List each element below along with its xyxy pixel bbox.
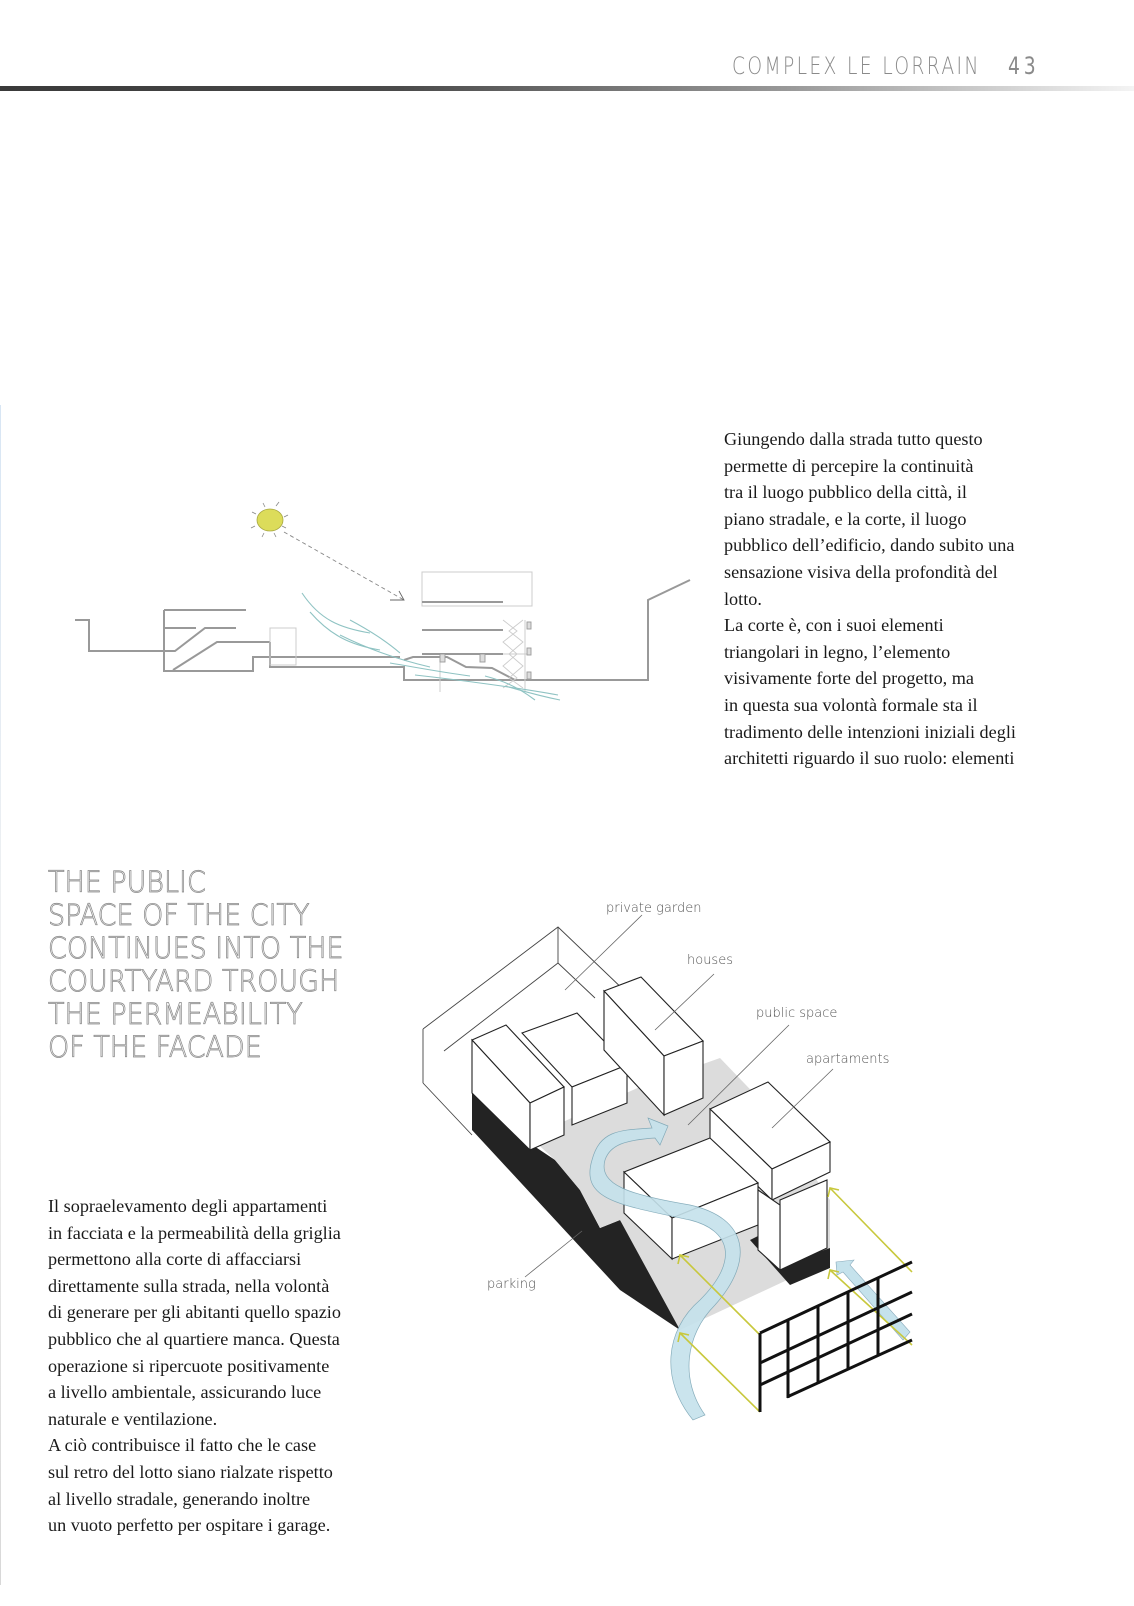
label-private-garden: private garden [606, 901, 702, 916]
text-line: un vuoto perfetto per ospitare i garage. [48, 1515, 331, 1536]
label-parking: parking [487, 1277, 536, 1292]
headline-line: COURTYARD TROUGH [48, 964, 340, 998]
page-number: 43 [1008, 52, 1040, 80]
text-line: lotto. [724, 588, 762, 609]
label-public-space: public space [756, 1006, 838, 1021]
text-line: a livello ambientale, assicurando luce [48, 1382, 322, 1403]
text-line: in facciata e la permeabilità della griglia [48, 1222, 341, 1243]
headline-line: THE PUBLIC [48, 865, 206, 899]
text-line: A ciò contribuisce il fatto che le case [48, 1435, 317, 1456]
text-line: di generare per gli abitanti quello spazio [48, 1302, 341, 1323]
headline-line: SPACE OF THE CITY [48, 898, 310, 932]
text-line: tradimento delle intenzioni iniziali degli [724, 721, 1016, 742]
text-line: Il sopraelevamento degli appartamenti [48, 1196, 328, 1216]
text-line: piano stradale, e la corte, il luogo [724, 508, 967, 529]
text-line: naturale e ventilazione. [48, 1408, 218, 1429]
text-line: tra il luogo pubblico della città, il [724, 482, 967, 503]
text-line: La corte è, con i suoi elementi [724, 615, 944, 636]
text-line: visivamente forte del progetto, ma [724, 668, 974, 689]
text-line: triangolari in legno, l’elemento [724, 641, 951, 662]
label-apartaments: apartaments [806, 1052, 890, 1067]
headline-line: OF THE FACADE [48, 1030, 262, 1064]
text-line: permettono alla corte di affacciarsi [48, 1249, 302, 1270]
label-houses: houses [687, 953, 733, 968]
text-line: pubblico che al quartiere manca. Questa [48, 1328, 340, 1349]
text-line: al livello stradale, generando inoltre [48, 1488, 311, 1509]
headline-line: THE PERMEABILITY [48, 997, 303, 1031]
running-header-title: COMPLEX LE LORRAIN [732, 52, 981, 80]
text-line: pubblico dell’edificio, dando subito una [724, 535, 1015, 556]
text-line: sensazione visiva della profondità del [724, 561, 998, 582]
text-line: in questa sua volontà formale sta il [724, 694, 978, 715]
text-line: direttamente sulla strada, nella volontà [48, 1275, 330, 1296]
headline-line: CONTINUES INTO THE [48, 931, 344, 965]
text-line: permette di percepire la continuità [724, 455, 974, 476]
text-line: operazione si ripercuote positivamente [48, 1355, 330, 1376]
text-line: architetti riguardo il suo ruolo: elementi [724, 748, 1015, 769]
facade-grid [760, 1262, 912, 1412]
text-line: sul retro del lotto siano rialzate rispetto [48, 1461, 333, 1482]
text-line: Giungendo dalla strada tutto questo [724, 429, 983, 449]
